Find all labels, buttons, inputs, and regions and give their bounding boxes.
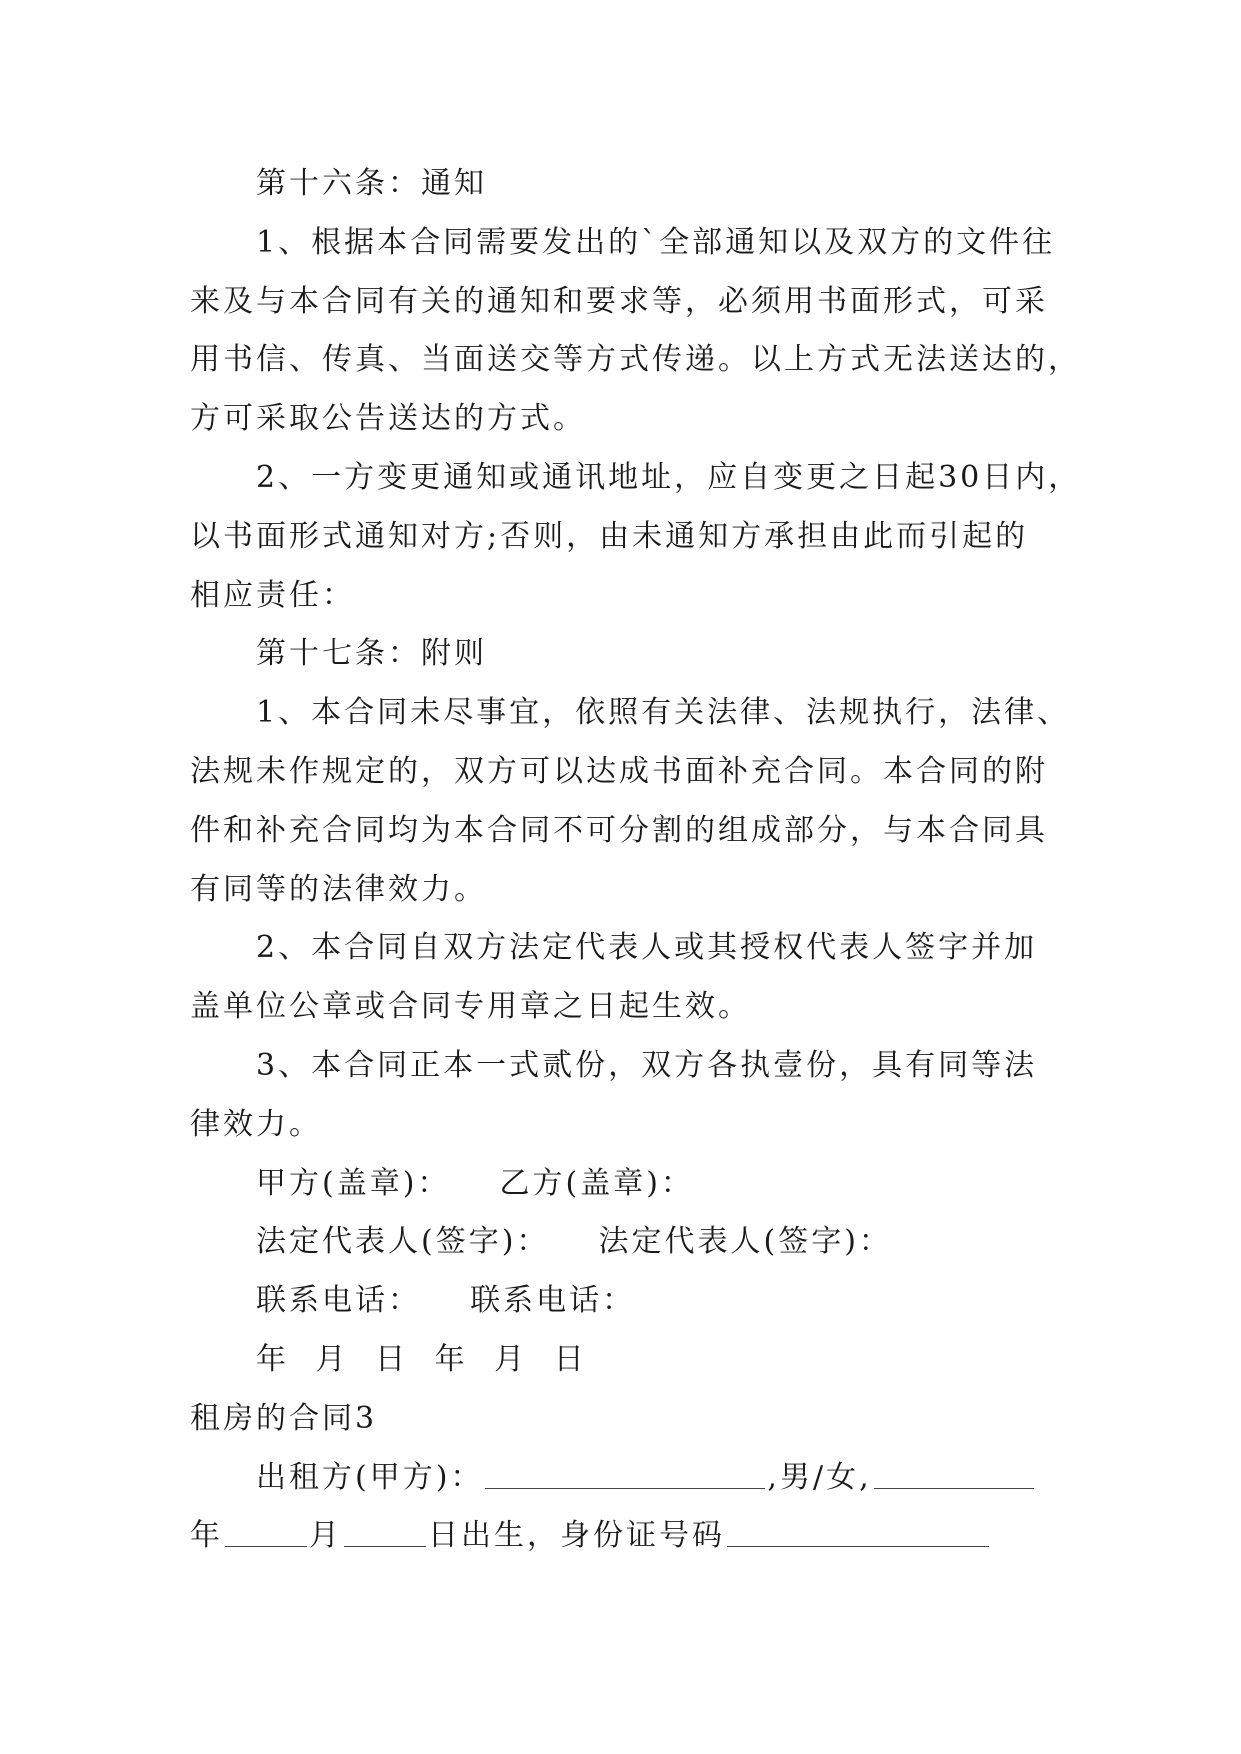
article17-item2 [190,919,1050,1037]
article17-heading: 第十七条：附则 [256,636,487,672]
party-a-rep-label: 法定代表人(签字)： [256,1224,550,1260]
text-line: 方可采取公告送达的方式。 [190,401,586,437]
birth-day-blank[interactable] [344,1516,426,1547]
document-body [190,155,1082,1566]
party-a-phone-label: 联系电话： [256,1283,421,1319]
party-a-date: 年 月 日 [256,1341,409,1377]
representative-line [190,1213,1050,1272]
article16-heading: 第十六条：通知 [256,166,487,201]
article17-item3 [190,1037,1050,1155]
party-a-seal-label: 甲方(盖章)： [256,1165,451,1201]
date-line [190,1331,1050,1390]
article16-item2 [190,449,1082,625]
text-line: 件和补充合同均为本合同不可分割的组成部分，与本合同具 [190,812,1048,848]
month-label: 月 [309,1518,342,1554]
text-line: 2、一方变更通知或通讯地址，应自变更之日起30日内， [256,459,1082,495]
text-line: 律效力。 [190,1106,322,1142]
id-number-blank[interactable] [727,1516,989,1547]
text-line: 盖单位公章或合同专用章之日起生效。 [190,989,751,1025]
article17-item1 [190,684,1071,919]
text-line: 1、本合同未尽事宜，依照有关法律、法规执行，法律、 [256,695,1071,731]
text-line: 2、本合同自双方法定代表人或其授权代表人签字并加 [256,930,1038,966]
text-line: 法规未作规定的，双方可以达成书面补充合同。本合同的附 [190,753,1048,789]
party-b-rep-label: 法定代表人(签字)： [598,1224,892,1260]
text-line: 3、本合同正本一式贰份，双方各执壹份，具有同等法 [256,1047,1038,1083]
text-line: 来及与本合同有关的通知和要求等，必须用书面形式，可采 [190,283,1048,319]
birth-month-blank[interactable] [225,1516,307,1547]
birth-year-blank[interactable] [874,1458,1034,1489]
text-line: 1、根据本合同需要发出的`全部通知以及双方的文件往 [256,224,1056,260]
lessor-name-blank[interactable] [485,1458,765,1489]
text-line: 用书信、传真、当面送交等方式传递。以上方式无法送达的， [190,342,1081,378]
birth-line [190,1507,1050,1566]
lessor-line [190,1449,1050,1508]
article16-item1 [190,214,1081,449]
year-label: 年 [190,1518,223,1554]
party-b-seal-label: 乙方(盖章)： [499,1165,694,1201]
party-b-date: 年 月 日 [434,1341,587,1377]
party-b-phone-label: 联系电话： [470,1283,636,1319]
lessor-label: 出租方(甲方)： [256,1459,484,1495]
seal-line [190,1155,1050,1214]
text-line: 以书面形式通知对方;否则，由未通知方承担由此而引起的 [190,518,1029,554]
birth-text: 日出生，身份证号码 [428,1518,725,1554]
phone-line [190,1272,1050,1331]
contract3-title: 租房的合同3 [190,1400,378,1436]
text-line: 相应责任： [190,577,355,613]
gender-text: ,男/女, [767,1459,872,1495]
text-line: 有同等的法律效力。 [190,871,487,907]
